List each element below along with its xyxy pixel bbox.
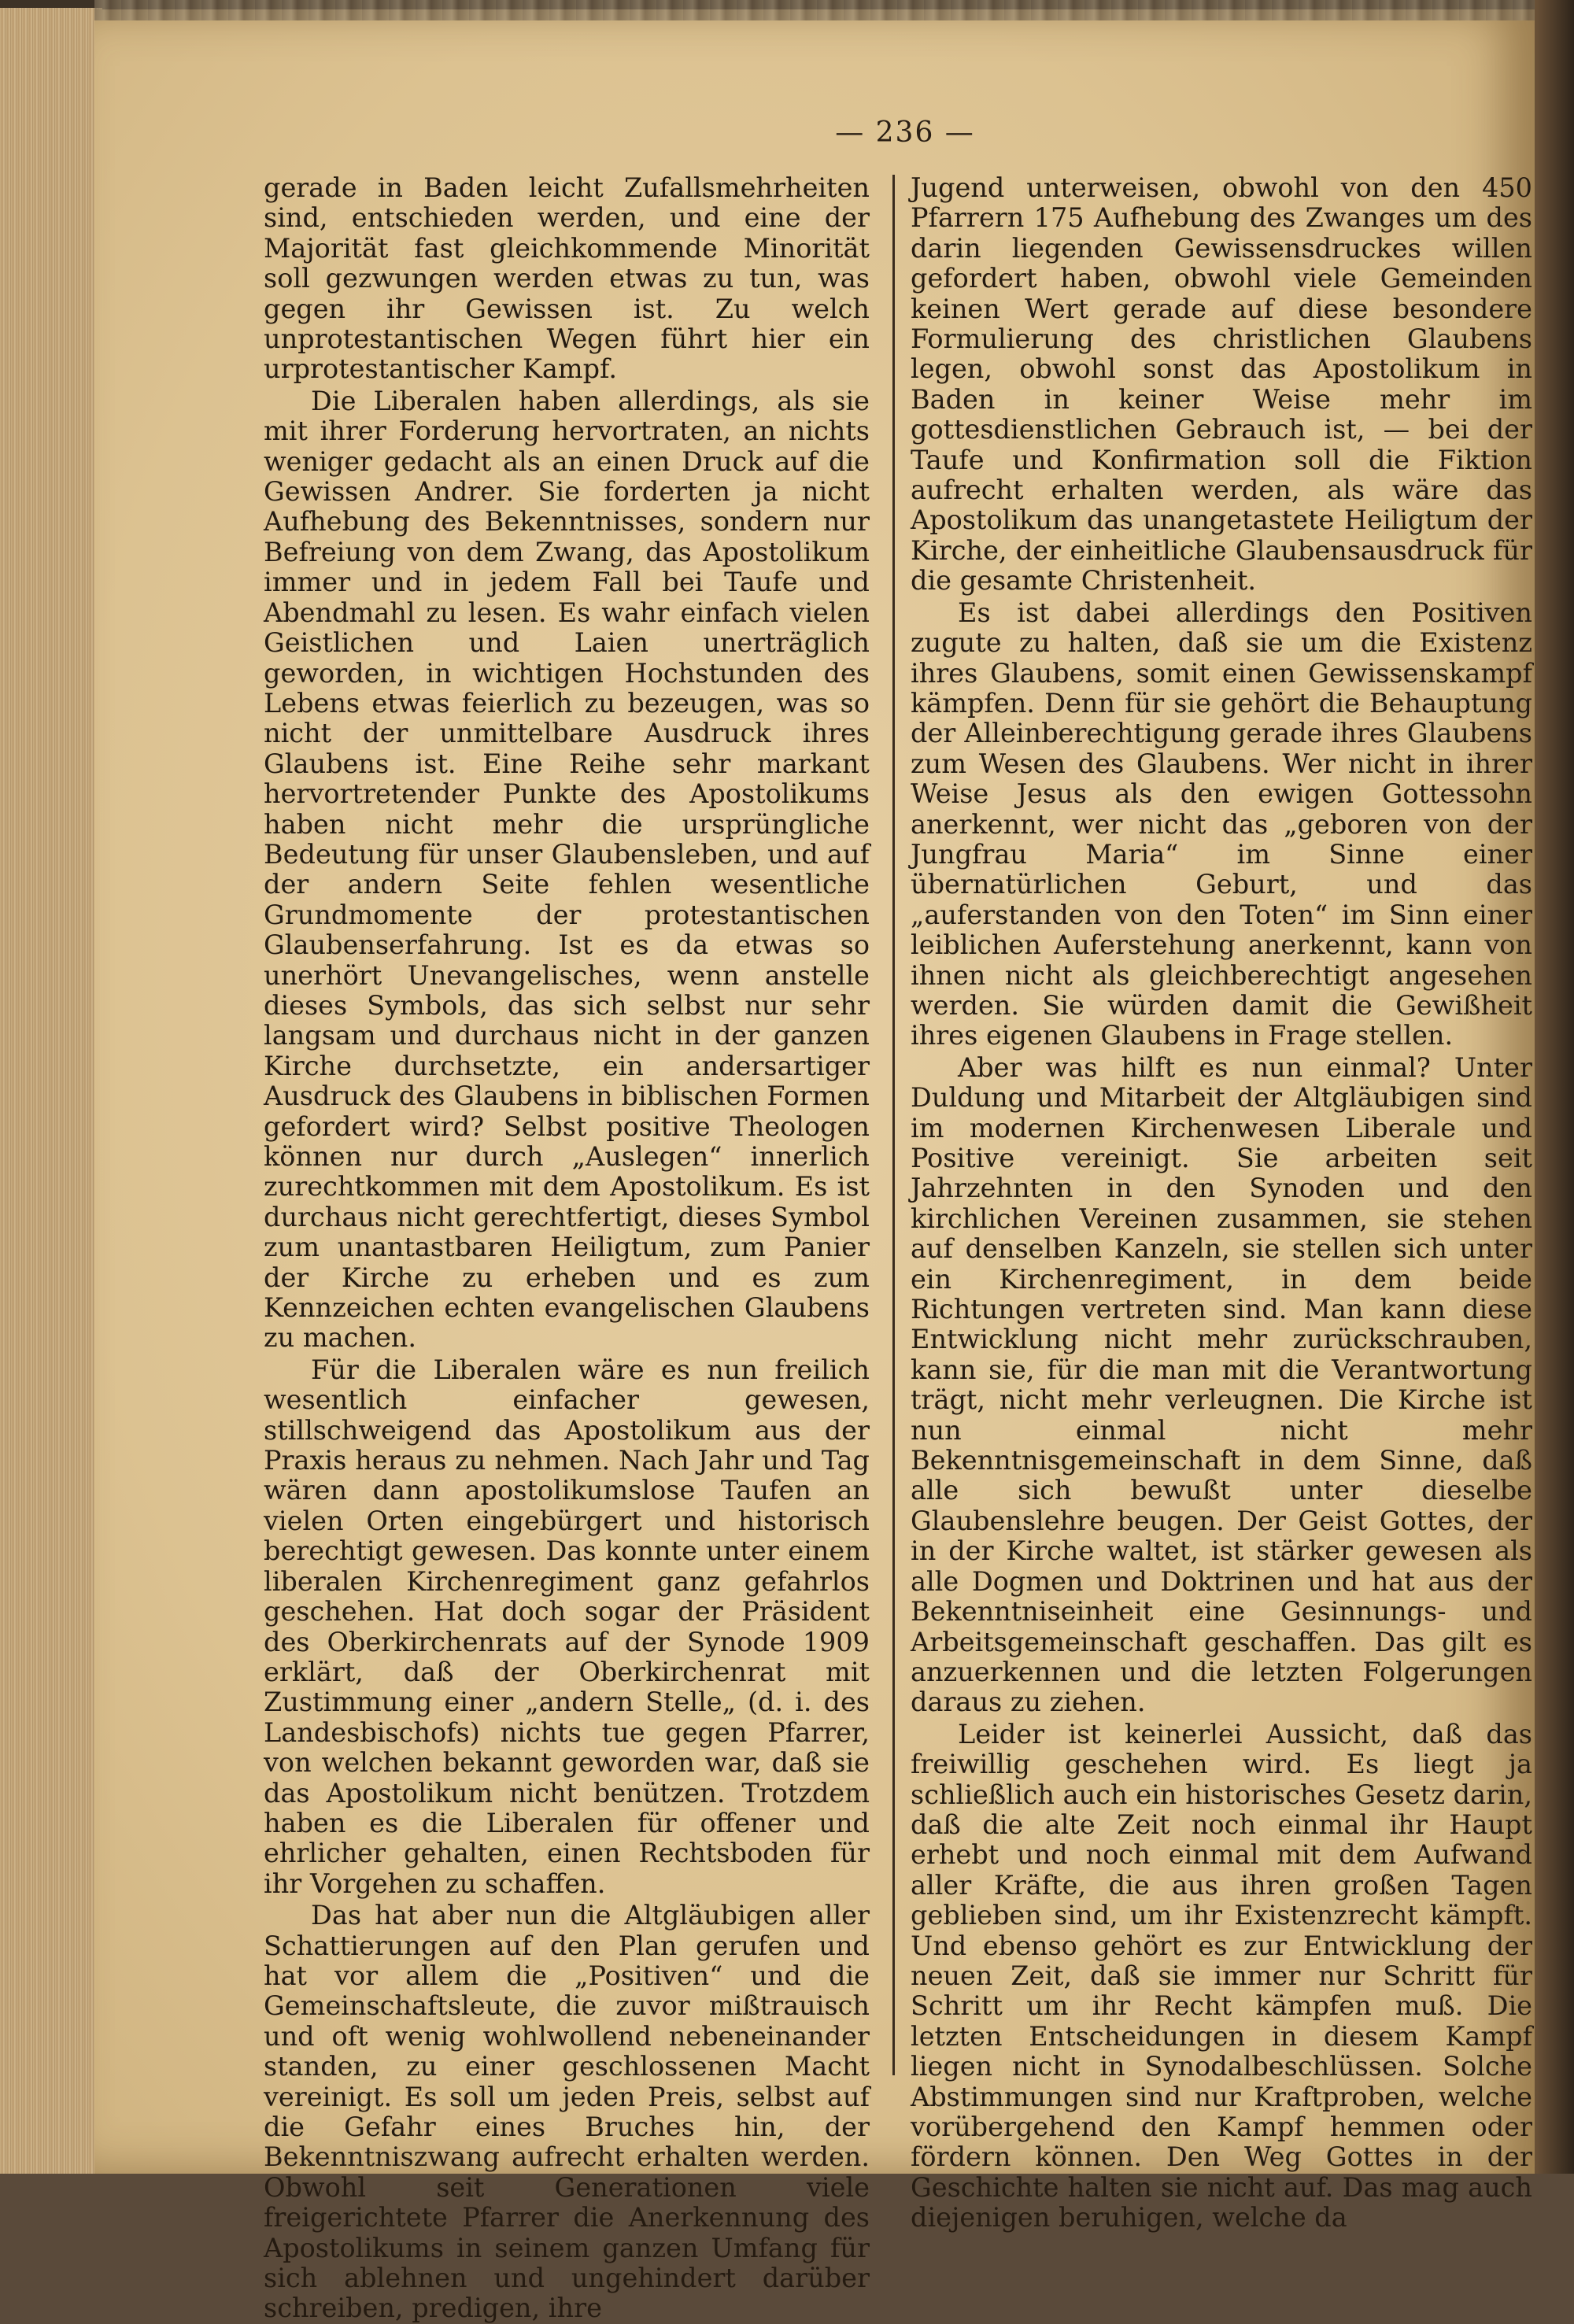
column-divider	[892, 175, 895, 2075]
book-gutter	[1535, 0, 1574, 2174]
page-top-edge	[94, 0, 1535, 20]
paragraph: Die Liberalen haben allerdings, als sie mit ihrer Forderung hervortraten, an nichts weniger gedacht als an einen Druck auf die Gewissen Andrer. Sie forderten ja nicht Aufhebung des Bekenntnisses, sondern nur Befreiung von dem Zwang, das Apostolikum immer und in jedem Fall bei Taufe und Abendmahl zu lesen. Es wahr einfach vielen Geistlichen und Laien unerträglich geworden, in wichtigen Hochstunden des Lebens etwas feierlich zu bezeugen, was so nicht der unmittelbare Ausdruck ihres Glaubens ist. Eine Reihe sehr markant hervortretender Punkte des Apostolikums haben nicht mehr die ursprüngliche Bedeutung für unser Glaubensleben, und auf der andern Seite fehlen wesentliche Grundmomente der protestantischen Glaubenserfahrung. Ist es da etwas so unerhört Unevangelisches, wenn anstelle dieses Symbols, das sich selbst nur sehr langsam und durchaus nicht in der ganzen Kirche durchsetzte, ein andersartiger Ausdruck des Glaubens in biblischen Formen gefordert wird? Selbst positive Theologen können nur durch „Auslegen“ innerlich zurechtkommen mit dem Apostolikum. Es ist durchaus nicht gerechtfertigt, dieses Symbol zum unantastbaren Heiligtum, zum Panier der Kirche zu erheben und es zum Kennzeichen echten evangelischen Glaubens zu machen.	[264, 385, 870, 1354]
paragraph: Es ist dabei allerdings den Positiven zugute zu halten, daß sie um die Existenz ihres Glaubens, somit einen Gewissenskampf kämpfen. Denn für sie gehört die Behauptung der Alleinberechtigung gerade ihres Glaubens zum Wesen des Glaubens. Wer nicht in ihrer Weise Jesus als den ewigen Gottessohn anerkennt, wer nicht das „geboren von der Jungfrau Maria“ im Sinne einer übernatürlichen Geburt, und das „auferstanden von den Toten“ im Sinn einer leiblichen Auferstehung anerkennt, kann von ihnen nicht als gleichberechtigt angesehen werden. Sie würden damit die Gewißheit ihres eigenen Glaubens in Frage stellen.	[911, 597, 1532, 1051]
paragraph: Aber was hilft es nun einmal? Unter Duldung und Mitarbeit der Altgläubigen sind im modernen Kirchenwesen Liberale und Positive vereinigt. Sie arbeiten seit Jahrzehnten in den Synoden und den kirchlichen Vereinen zusammen, sie stehen auf denselben Kanzeln, sie stellen sich unter ein Kirchenregiment, in dem beide Richtungen vertreten sind. Man kann diese Entwicklung nicht mehr zurückschrauben, kann sie, für die man mit die Verantwortung trägt, nicht mehr verleugnen. Die Kirche ist nun einmal nicht mehr Bekenntnisgemeinschaft in dem Sinne, daß alle sich bewußt unter dieselbe Glaubenslehre beugen. Der Geist Gottes, der in der Kirche waltet, ist stärker gewesen als alle Dogmen und Doktrinen und hat aus der Bekenntniseinheit eine Gesinnungs- und Arbeitsgemeinschaft geschaffen. Das gilt es anzuerkennen und die letzten Folgerungen daraus zu ziehen.	[911, 1051, 1532, 1718]
paragraph: Das hat aber nun die Altgläubigen aller Schattierungen auf den Plan gerufen und hat vor allem die „Positiven“ und die Gemeinschaftsleute, die zuvor mißtrauisch und oft wenig wohlwollend nebeneinander standen, zu einer geschlossenen Macht vereinigt. Es soll um jeden Preis, selbst auf die Gefahr eines Bruches hin, der Bekenntniszwang aufrecht erhalten werden. Obwohl seit Generationen viele freigerichtete Pfarrer die Anerkennung des Apostolikums in seinem ganzen Umfang für sich ablehnen und ungehindert darüber schreiben, predigen, ihre	[264, 1900, 870, 2324]
paragraph: Jugend unterweisen, obwohl von den 450 Pfarrern 175 Aufhebung des Zwanges um des darin liegenden Gewissensdruckes willen gefordert haben, obwohl viele Gemeinden keinen Wert gerade auf diese besondere Formulierung des christlichen Glaubens legen, obwohl sonst das Apostolikum in Baden in keiner Weise mehr im gottesdienstlichen Gebrauch ist, — bei der Taufe und Konfirmation soll die Fiktion aufrecht erhalten werden, als wäre das Apostolikum das unangetastete Heiligtum der Kirche, der einheitliche Glaubensausdruck für die gesamte Christenheit.	[911, 172, 1532, 597]
page-number: — 236 —	[835, 116, 975, 149]
page-edges	[0, 8, 102, 2174]
paragraph: Leider ist keinerlei Aussicht, daß das freiwillig geschehen wird. Es liegt ja schließlich auch ein historisches Gesetz darin, daß die alte Zeit noch einmal ihr Haupt erhebt und noch einmal mit dem Aufwand aller Kräfte, die aus ihren großen Tagen geblieben sind, um ihr Existenzrecht kämpft. Und ebenso gehört es zur Entwicklung der neuen Zeit, daß sie immer nur Schritt für Schritt um ihr Recht kämpfen muß. Die letzten Entscheidungen in diesem Kampf liegen nicht in Synodalbeschlüssen. Solche Abstimmungen sind nur Kraftproben, welche vorübergehend den Kampf hemmen oder fördern können. Den Weg Gottes in der Geschichte halten sie nicht auf. Das mag auch diejenigen beruhigen, welche da	[911, 1718, 1532, 2233]
paragraph: Für die Liberalen wäre es nun freilich wesentlich einfacher gewesen, stillschweigend das Apostolikum aus der Praxis heraus zu nehmen. Nach Jahr und Tag wären dann apostolikumslose Taufen an vielen Orten eingebürgert und historisch berechtigt gewesen. Das konnte unter einem liberalen Kirchenregiment ganz gefahrlos geschehen. Hat doch sogar der Präsident des Oberkirchenrats auf der Synode 1909 erklärt, daß der Oberkirchenrat mit Zustimmung einer „andern Stelle„ (d. i. des Landesbischofs) nichts tue gegen Pfarrer, von welchen bekannt geworden war, daß sie das Apostolikum nicht benützen. Trotzdem haben es die Liberalen für offener und ehrlicher gehalten, einen Rechtsboden für ihr Vorgehen zu schaffen.	[264, 1354, 870, 1899]
paragraph: gerade in Baden leicht Zufallsmehrheiten sind, entschieden werden, und eine der Majorität fast gleichkommende Minorität soll gezwungen werden etwas zu tun, was gegen ihr Gewissen ist. Zu welch unprotestantischen Wegen führt hier ein urprotestantischer Kampf.	[264, 172, 870, 385]
left-column	[264, 172, 870, 2324]
right-column	[911, 172, 1532, 2233]
